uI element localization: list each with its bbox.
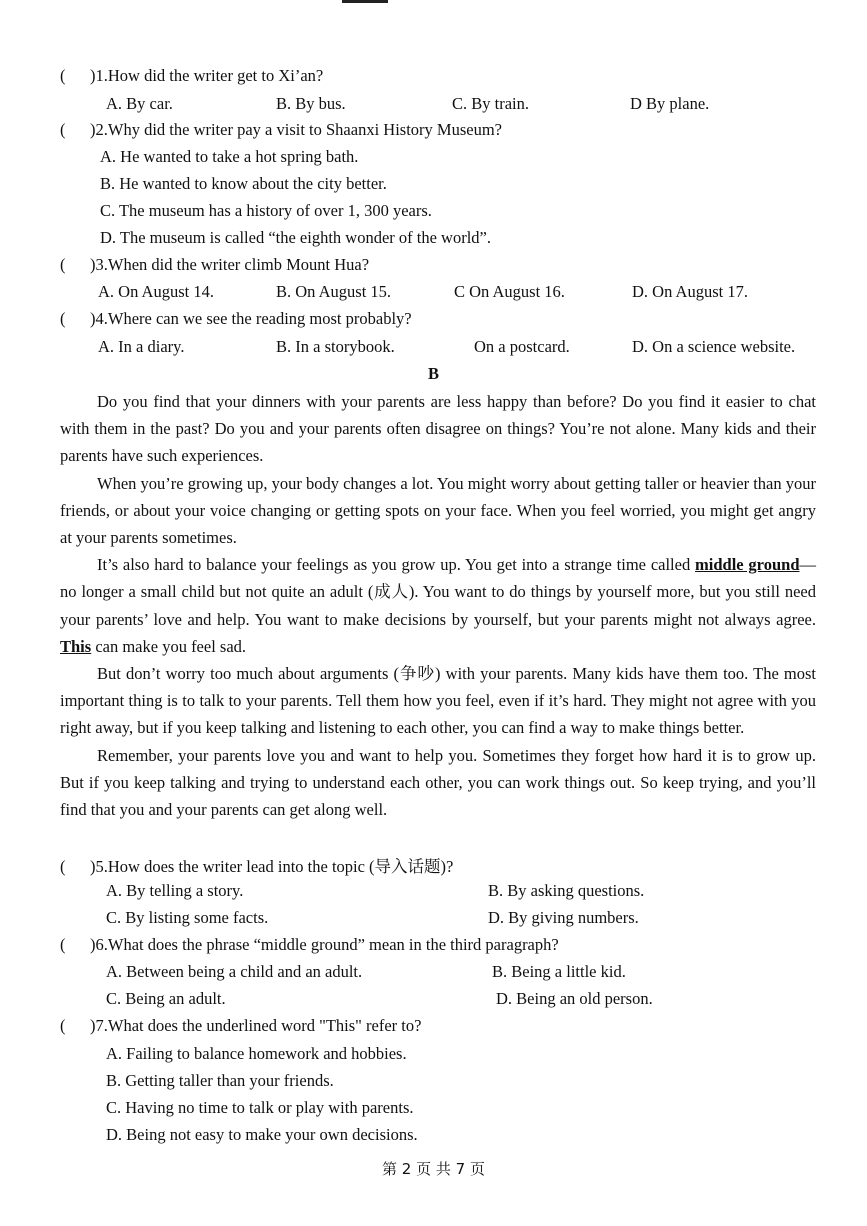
- option-a: A. He wanted to take a hot spring bath.: [100, 147, 359, 166]
- question-7: [60, 1016, 421, 1036]
- option-a: A. Failing to balance homework and hobbies.: [106, 1044, 407, 1063]
- answer-paren-close: ): [90, 1016, 96, 1035]
- passage-paragraph-1: Do you find that your dinners with your parents are less happy than before? Do you find it easier to chat with them in the past? Do you and your parents often disagree on things? You’re not alone. Many kids and their parents have such experiences.: [60, 392, 816, 466]
- passage-paragraph-3: [60, 551, 816, 660]
- answer-paren-close: ): [90, 255, 96, 274]
- page-number-footer: 第 2 页 共 7 页: [382, 1160, 485, 1178]
- option-c: C. The museum has a history of over 1, 300 years.: [100, 201, 432, 220]
- reading-passage: [60, 388, 816, 823]
- option-c: C On August 16.: [454, 282, 565, 301]
- text-segment: —no longer a small child but not quite an adult (成人). You want to do things by yourself more, but you still need your parents’ love and help. You want to make decisions by yourself, but your parents might not always agree.: [60, 555, 816, 629]
- passage-paragraph-2: When you’re growing up, your body changes a lot. You might worry about getting taller or heavier than your friends, or about your voice changing or getting spots on your face. When you feel worried, you might get angry at your parents sometimes.: [60, 473, 816, 548]
- option-c: C. Having no time to talk or play with parents.: [106, 1098, 414, 1117]
- option-b: B. He wanted to know about the city better.: [100, 174, 387, 193]
- option-a: A. Between being a child and an adult.: [106, 962, 363, 981]
- option-b: B. On August 15.: [276, 282, 392, 301]
- question-4: [60, 309, 412, 329]
- option-a: A. In a diary.: [98, 337, 185, 356]
- answer-paren-close: ): [90, 120, 96, 139]
- question-stem: 3.When did the writer climb Mount Hua?: [95, 255, 370, 274]
- answer-paren-open[interactable]: (: [60, 1016, 66, 1035]
- option-b: B. By asking questions.: [488, 881, 645, 900]
- option-d: D By plane.: [630, 94, 710, 113]
- option-d: D. Being an old person.: [496, 989, 653, 1008]
- section-heading: B: [427, 364, 439, 383]
- text-segment: can make you feel sad.: [91, 636, 247, 656]
- question-stem: 2.Why did the writer pay a visit to Shaanxi History Museum?: [95, 120, 502, 139]
- option-b: B. Being a little kid.: [492, 962, 626, 981]
- option-c: On a postcard.: [474, 337, 570, 356]
- answer-paren-open[interactable]: (: [60, 120, 66, 139]
- option-c: C. By listing some facts.: [106, 908, 269, 927]
- answer-paren-close: ): [90, 66, 96, 85]
- option-c: C. By train.: [452, 94, 529, 113]
- option-d: D. On a science website.: [632, 337, 796, 356]
- text-segment: It’s also hard to balance your feelings as you grow up. You get into a strange time called: [97, 555, 696, 575]
- question-1: [60, 66, 323, 86]
- option-b: B. Getting taller than your friends.: [106, 1071, 334, 1090]
- option-b: B. In a storybook.: [276, 337, 395, 356]
- option-a: A. By car.: [106, 94, 173, 113]
- underlined-phrase-middle-ground: middle ground: [695, 555, 800, 575]
- underlined-word-this: This: [60, 636, 92, 656]
- answer-paren-open[interactable]: (: [60, 66, 66, 85]
- answer-paren-close: ): [90, 309, 96, 328]
- option-a: A. On August 14.: [98, 282, 214, 301]
- answer-paren-open[interactable]: (: [60, 935, 66, 954]
- option-b: B. By bus.: [276, 94, 346, 113]
- question-stem: 4.Where can we see the reading most probably?: [95, 309, 412, 328]
- question-5: [60, 853, 453, 877]
- question-3: [60, 255, 369, 275]
- option-d: D. Being not easy to make your own decisions.: [106, 1125, 418, 1144]
- passage-paragraph-4: But don’t worry too much about arguments (争吵) with your parents. Many kids have them too. The most important thing is to talk to your parents. Tell them how you feel, even if it’s hard. They might not agree with you right away, but if you keep talking and listening to each other, you can find a way to make things better.: [60, 664, 816, 738]
- option-d: D. On August 17.: [632, 282, 748, 301]
- question-2: [60, 120, 502, 140]
- answer-paren-close: ): [90, 935, 96, 954]
- answer-paren-open[interactable]: (: [60, 309, 66, 328]
- option-a: A. By telling a story.: [106, 881, 244, 900]
- option-d: D. By giving numbers.: [488, 908, 639, 927]
- question-stem: 5.How does the writer lead into the topic (导入话题)?: [95, 857, 454, 876]
- answer-paren-open[interactable]: (: [60, 857, 66, 876]
- question-stem: 1.How did the writer get to Xi’an?: [95, 66, 324, 85]
- passage-paragraph-5: Remember, your parents love you and want to help you. Sometimes they forget how hard it is to grow up. But if you keep talking and trying to understand each other, you can work things out. So keep trying, and you’ll find that you and your parents can get along well.: [60, 745, 816, 820]
- option-d: D. The museum is called “the eighth wonder of the world”.: [100, 228, 492, 247]
- answer-paren-open[interactable]: (: [60, 255, 66, 274]
- answer-paren-close: ): [90, 857, 96, 876]
- top-mark: [342, 0, 388, 3]
- question-stem: 6.What does the phrase “middle ground” mean in the third paragraph?: [95, 935, 559, 954]
- question-6: [60, 935, 559, 955]
- option-c: C. Being an adult.: [106, 989, 226, 1008]
- question-stem: 7.What does the underlined word "This" refer to?: [95, 1016, 422, 1035]
